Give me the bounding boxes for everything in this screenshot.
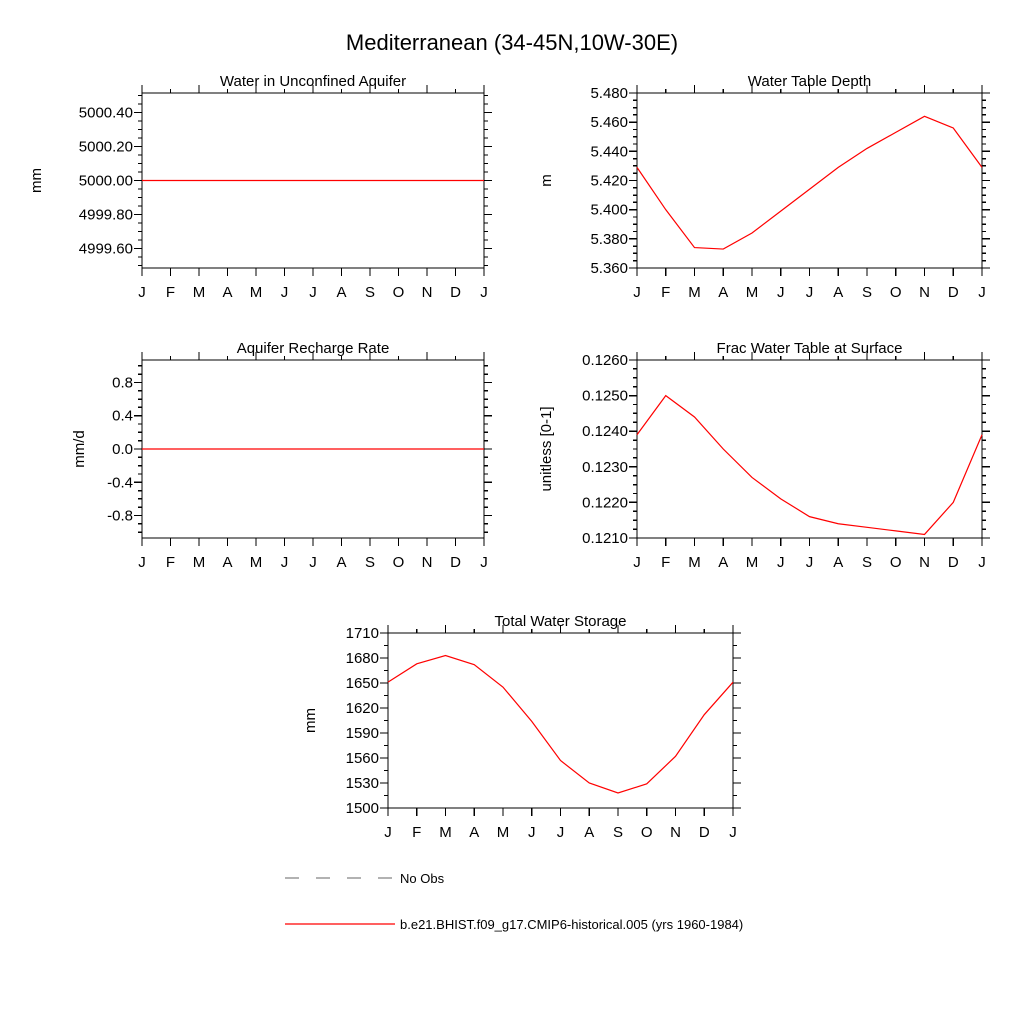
x-tick-label: S <box>861 554 873 571</box>
y-tick-label: 5.420 <box>590 172 628 190</box>
y-tick-label: 0.1230 <box>582 458 628 476</box>
y-axis-label-mm-d: mm/d <box>71 430 88 468</box>
x-tick-label: M <box>249 554 263 571</box>
x-tick-label: J <box>729 824 737 841</box>
x-tick-label: S <box>364 284 376 301</box>
y-tick-label: 1680 <box>345 650 379 667</box>
x-tick-label: J <box>556 824 565 841</box>
chart-title-water-table-depth: Water Table Depth <box>747 73 872 90</box>
y-tick-label: 5.440 <box>590 143 628 161</box>
x-tick-label: J <box>777 554 785 571</box>
x-tick-label: J <box>138 554 146 571</box>
x-tick-label: S <box>861 284 873 301</box>
x-tick-label: O <box>889 554 902 571</box>
axes-and-ticks <box>629 85 990 276</box>
x-tick-label: D <box>450 554 461 571</box>
y-tick-label: 0.4 <box>112 407 133 425</box>
x-tick-label: D <box>450 284 461 301</box>
x-tick-label: J <box>480 554 488 571</box>
y-tick-label: 5000.00 <box>78 172 133 190</box>
x-tick-label: J <box>280 554 289 571</box>
y-tick-label: 1500 <box>345 800 379 817</box>
x-tick-label: O <box>392 554 405 571</box>
x-tick-label: A <box>584 824 595 841</box>
x-tick-label: S <box>364 554 376 571</box>
model-legend-label: b.e21.BHIST.f09_g17.CMIP6-historical.005 (yrs 1960-1984) <box>400 917 744 932</box>
y-tick-label: 5000.40 <box>78 104 133 122</box>
chart-title-aquifer-recharge-rate: Aquifer Recharge Rate <box>236 340 390 357</box>
x-tick-label: A <box>222 284 233 301</box>
y-tick-label: 0.8 <box>112 374 133 392</box>
x-tick-label: A <box>336 284 347 301</box>
x-tick-label: F <box>165 554 176 571</box>
x-tick-label: J <box>633 284 641 301</box>
chart-2 <box>590 85 990 301</box>
y-tick-label: 5.480 <box>590 85 628 102</box>
x-tick-label: J <box>480 284 488 301</box>
x-tick-label: N <box>421 554 433 571</box>
x-tick-label: O <box>392 284 405 301</box>
legend <box>285 871 743 932</box>
x-tick-label: J <box>528 824 536 841</box>
y-tick-label: 0.1250 <box>582 387 628 405</box>
x-tick-label: F <box>661 284 671 301</box>
y-axis-label-m: m <box>538 174 555 187</box>
x-tick-label: N <box>919 554 930 571</box>
x-tick-label: D <box>698 824 710 841</box>
y-tick-label: 5.400 <box>590 201 628 219</box>
x-tick-label: A <box>718 284 729 301</box>
x-tick-label: J <box>280 284 289 301</box>
x-tick-label: M <box>249 284 263 301</box>
x-tick-label: D <box>947 554 959 571</box>
y-tick-label: 0.1220 <box>582 494 628 512</box>
x-tick-label: J <box>309 554 317 571</box>
x-tick-label: J <box>978 284 986 301</box>
x-tick-label: D <box>947 284 959 301</box>
plot-box <box>637 360 982 538</box>
page-title: Mediterranean (34-45N,10W-30E) <box>345 30 679 55</box>
axes-and-ticks <box>380 625 741 816</box>
x-tick-label: J <box>384 824 392 841</box>
x-tick-label: J <box>978 554 986 571</box>
x-tick-label: A <box>833 284 844 301</box>
x-tick-label: S <box>612 824 624 841</box>
chart-title-total-water-storage: Total Water Storage <box>494 613 627 630</box>
y-tick-label: 1590 <box>345 725 379 742</box>
plot-box <box>388 633 733 808</box>
y-tick-label: 0.1260 <box>582 352 628 369</box>
x-tick-label: N <box>421 284 433 301</box>
y-tick-label: 0.1210 <box>582 530 628 547</box>
x-tick-label: M <box>192 554 206 571</box>
y-axis-label-mm-1: mm <box>28 168 45 193</box>
y-tick-label: 5.460 <box>590 114 628 132</box>
no-obs-legend-label: No Obs <box>400 871 445 886</box>
x-tick-label: J <box>805 284 814 301</box>
x-tick-label: O <box>889 284 902 301</box>
x-tick-label: F <box>661 554 671 571</box>
x-tick-label: A <box>718 554 729 571</box>
x-tick-label: A <box>833 554 844 571</box>
y-axis-label-mm-2: mm <box>302 708 319 733</box>
chart-3 <box>107 352 492 571</box>
series-line <box>388 656 733 794</box>
chart-title-frac-water-table-at-surface: Frac Water Table at Surface <box>716 340 903 357</box>
x-tick-label: O <box>640 824 653 841</box>
x-tick-label: J <box>777 284 785 301</box>
y-tick-label: 1560 <box>345 750 379 767</box>
y-tick-label: 0.0 <box>112 441 133 458</box>
generated-charts <box>79 85 990 841</box>
x-tick-label: M <box>439 824 452 841</box>
chart-4 <box>582 352 990 571</box>
y-tick-label: 1620 <box>345 700 379 717</box>
y-tick-label: 1650 <box>345 675 379 692</box>
y-tick-label: 4999.60 <box>78 240 133 258</box>
x-tick-label: N <box>670 824 681 841</box>
chart-5 <box>346 625 741 841</box>
series-line <box>637 396 982 535</box>
x-tick-label: J <box>138 284 146 301</box>
x-tick-label: J <box>633 554 641 571</box>
x-tick-label: M <box>688 554 701 571</box>
series-line <box>637 116 982 249</box>
x-tick-label: M <box>745 284 759 301</box>
x-tick-label: J <box>309 284 317 301</box>
y-tick-label: 5.360 <box>590 260 628 277</box>
x-tick-label: A <box>336 554 347 571</box>
y-tick-label: 1710 <box>345 625 379 642</box>
y-tick-label: 5.380 <box>590 230 628 248</box>
x-tick-label: M <box>688 284 701 301</box>
y-tick-label: -0.4 <box>107 474 133 492</box>
x-tick-label: J <box>805 554 814 571</box>
x-tick-label: F <box>165 284 176 301</box>
x-tick-label: A <box>222 554 233 571</box>
y-tick-label: 4999.80 <box>78 206 133 224</box>
y-tick-label: 1530 <box>345 775 379 792</box>
chart-1 <box>79 85 492 301</box>
y-tick-label: 0.1240 <box>582 423 628 441</box>
tick-labels <box>107 374 488 571</box>
x-tick-label: M <box>496 824 510 841</box>
y-tick-label: 5000.20 <box>78 138 133 156</box>
y-axis-label-unitless: unitless [0-1] <box>538 406 555 492</box>
y-tick-label: -0.8 <box>107 507 133 525</box>
x-tick-label: M <box>192 284 206 301</box>
chart-title-water-in-unconfined-aquifer: Water in Unconfined Aquifer <box>219 73 407 90</box>
x-tick-label: M <box>745 554 759 571</box>
x-tick-label: A <box>469 824 480 841</box>
x-tick-label: F <box>412 824 422 841</box>
x-tick-label: N <box>919 284 930 301</box>
